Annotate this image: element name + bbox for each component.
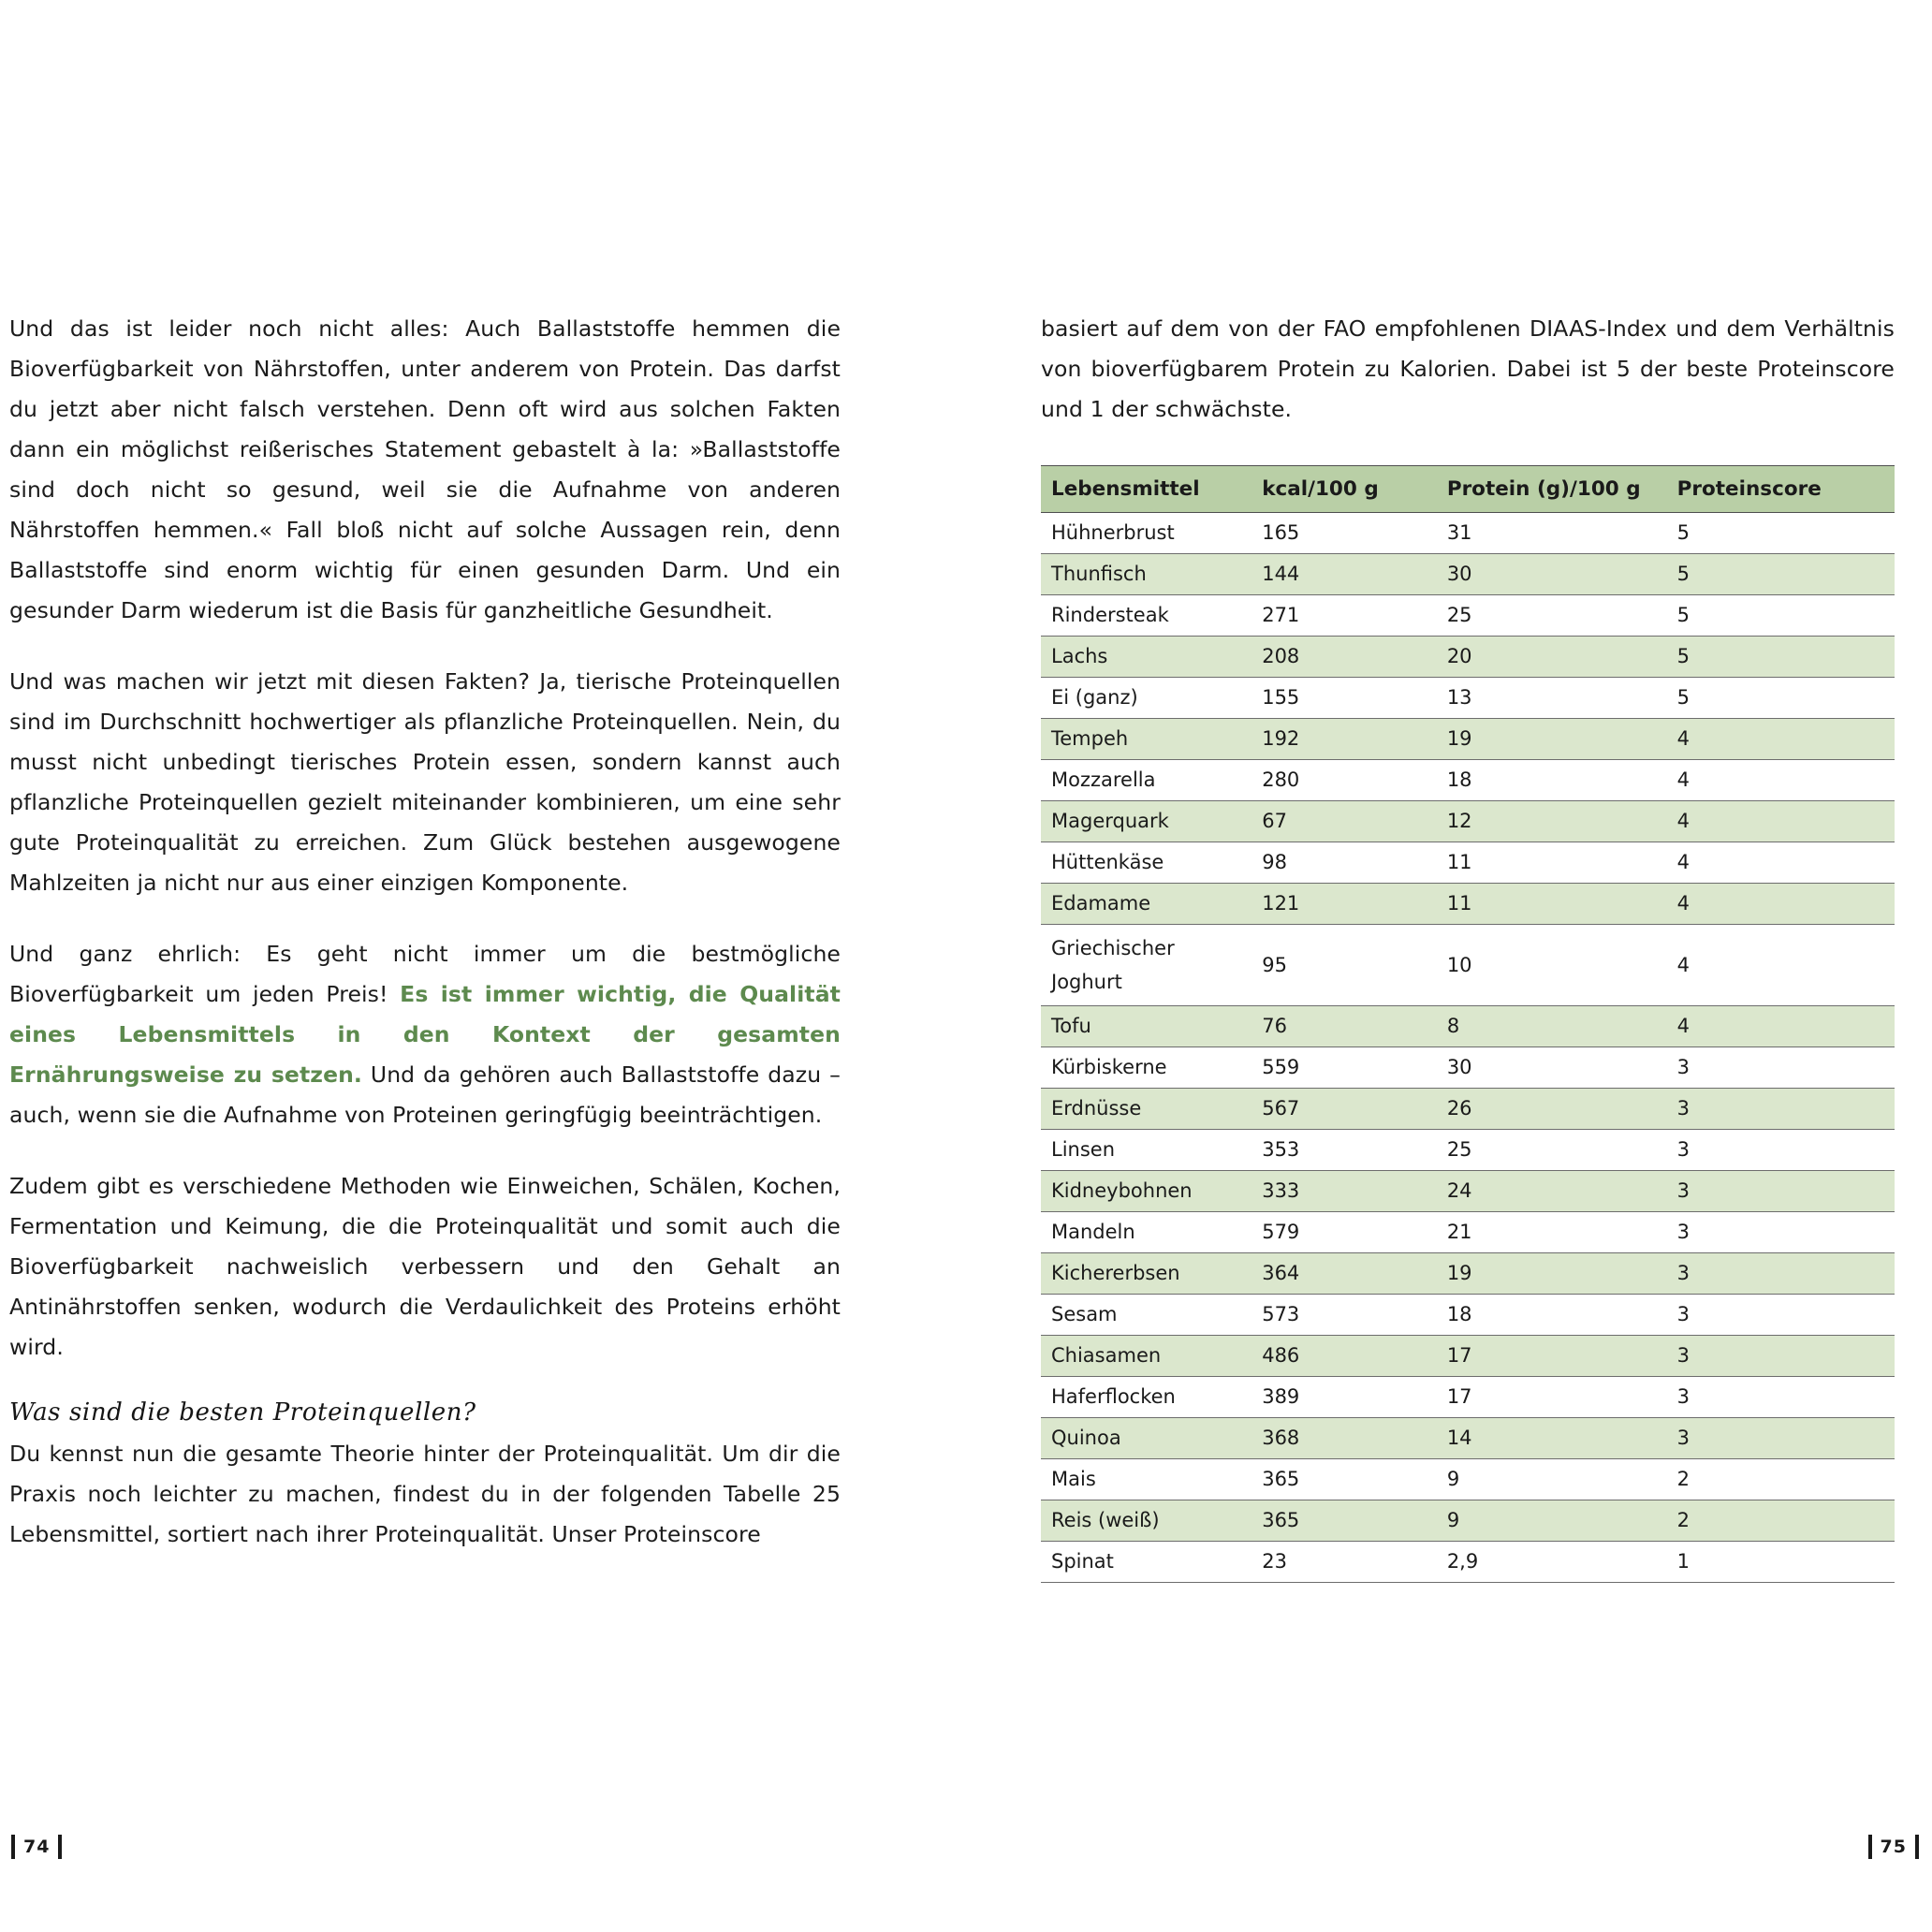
right-text-column (1041, 309, 1895, 1583)
cell-score: 4 (1667, 719, 1895, 760)
cell-food: Erdnüsse (1041, 1089, 1251, 1130)
table-row (1041, 513, 1895, 554)
table-row (1041, 1418, 1895, 1459)
cell-food: Griechischer Joghurt (1041, 925, 1251, 1006)
cell-kcal: 365 (1251, 1500, 1437, 1542)
cell-protein: 18 (1437, 760, 1667, 801)
cell-kcal: 365 (1251, 1459, 1437, 1500)
cell-food: Kichererbsen (1041, 1253, 1251, 1295)
cell-protein: 8 (1437, 1006, 1667, 1047)
cell-protein: 10 (1437, 925, 1667, 1006)
cell-kcal: 67 (1251, 801, 1437, 842)
cell-food: Lachs (1041, 637, 1251, 678)
cell-food: Thunfisch (1041, 554, 1251, 595)
paragraph-1: Und das ist leider noch nicht alles: Auch Ballaststoffe hemmen die Bioverfügbarkeit von Nährstoffen, unter anderem von Protein. Das darfst du jetzt aber nicht falsch verstehen. Denn oft wird aus solchen Fakten dann ein möglichst reißerisches Statement gebastelt à la: »Ballaststoffe sind doch nicht so gesund, weil sie die Aufnahme von anderen Nährstoffen hemmen.« Fall bloß nicht auf solche Aussagen rein, denn Ballaststoffe sind enorm wichtig für einen gesunden Darm. Und ein gesunder Darm wiederum ist die Basis für ganzheitliche Gesundheit. (9, 315, 841, 623)
cell-food: Tempeh (1041, 719, 1251, 760)
page-number-right (1868, 1835, 1919, 1859)
cell-score: 4 (1667, 842, 1895, 884)
cell-protein: 30 (1437, 1047, 1667, 1089)
table-row (1041, 1336, 1895, 1377)
cell-score: 5 (1667, 595, 1895, 637)
cell-food: Hühnerbrust (1041, 513, 1251, 554)
cell-food: Ei (ganz) (1041, 678, 1251, 719)
cell-score: 3 (1667, 1089, 1895, 1130)
cell-score: 3 (1667, 1130, 1895, 1171)
cell-kcal: 573 (1251, 1295, 1437, 1336)
column-header-protein: Protein (g)/100 g (1437, 466, 1667, 513)
cell-kcal: 121 (1251, 884, 1437, 925)
cell-protein: 11 (1437, 842, 1667, 884)
cell-score: 3 (1667, 1377, 1895, 1418)
cell-protein: 11 (1437, 884, 1667, 925)
cell-score: 2 (1667, 1500, 1895, 1542)
cell-score: 3 (1667, 1047, 1895, 1089)
table-row (1041, 719, 1895, 760)
cell-food: Rindersteak (1041, 595, 1251, 637)
cell-kcal: 353 (1251, 1130, 1437, 1171)
cell-kcal: 192 (1251, 719, 1437, 760)
table-row (1041, 1171, 1895, 1212)
cell-protein: 25 (1437, 1130, 1667, 1171)
cell-protein: 24 (1437, 1171, 1667, 1212)
cell-score: 3 (1667, 1336, 1895, 1377)
right-page (1041, 0, 1932, 1932)
table-row (1041, 1006, 1895, 1047)
cell-kcal: 389 (1251, 1377, 1437, 1418)
table-row (1041, 1253, 1895, 1295)
paragraph-4: Zudem gibt es verschiedene Methoden wie Einweichen, Schälen, Kochen, Fermentation und Keimung, die die Proteinqualität und somit auch die Bioverfügbarkeit nachweislich verbessern und den Gehalt an Antinährstoffen senken, wodurch die Verdaulichkeit des Proteins erhöht wird. (9, 1173, 841, 1360)
cell-score: 5 (1667, 637, 1895, 678)
cell-food: Kidneybohnen (1041, 1171, 1251, 1212)
page-number-left (11, 1835, 62, 1859)
cell-food: Mais (1041, 1459, 1251, 1500)
cell-kcal: 165 (1251, 513, 1437, 554)
cell-score: 4 (1667, 884, 1895, 925)
table-row (1041, 1377, 1895, 1418)
cell-food: Edamame (1041, 884, 1251, 925)
table-row (1041, 1295, 1895, 1336)
cell-protein: 21 (1437, 1212, 1667, 1253)
cell-kcal: 567 (1251, 1089, 1437, 1130)
cell-protein: 9 (1437, 1500, 1667, 1542)
table-header-row (1041, 466, 1895, 513)
cell-protein: 26 (1437, 1089, 1667, 1130)
table-row (1041, 1130, 1895, 1171)
cell-food: Tofu (1041, 1006, 1251, 1047)
cell-protein: 25 (1437, 595, 1667, 637)
cell-score: 5 (1667, 554, 1895, 595)
cell-food: Hüttenkäse (1041, 842, 1251, 884)
cell-kcal: 155 (1251, 678, 1437, 719)
table-header (1041, 466, 1895, 513)
table-row (1041, 884, 1895, 925)
cell-protein: 31 (1437, 513, 1667, 554)
cell-food: Sesam (1041, 1295, 1251, 1336)
left-text-column (9, 309, 841, 1555)
cell-kcal: 98 (1251, 842, 1437, 884)
table-row (1041, 678, 1895, 719)
cell-protein: 17 (1437, 1377, 1667, 1418)
cell-protein: 12 (1437, 801, 1667, 842)
intro-paragraph: basiert auf dem von der FAO empfohlenen DIAAS-Index und dem Verhältnis von bioverfügbarem Protein zu Kalorien. Dabei ist 5 der beste Proteinscore und 1 der schwächste. (1041, 315, 1895, 422)
cell-protein: 18 (1437, 1295, 1667, 1336)
cell-score: 2 (1667, 1459, 1895, 1500)
table-row (1041, 1047, 1895, 1089)
table-row (1041, 842, 1895, 884)
table-row (1041, 554, 1895, 595)
cell-kcal: 368 (1251, 1418, 1437, 1459)
folio-number-left: 74 (23, 1837, 51, 1857)
cell-food: Haferflocken (1041, 1377, 1251, 1418)
cell-kcal: 144 (1251, 554, 1437, 595)
cell-food: Mozzarella (1041, 760, 1251, 801)
folio-rule-left-start (11, 1835, 15, 1859)
table-row (1041, 1089, 1895, 1130)
paragraph-3-highlight: Es ist immer wichtig, die Qualität eines Lebensmittels in den Kontext der gesamten Ernährungsweise zu setzen. (9, 981, 841, 1088)
cell-protein: 13 (1437, 678, 1667, 719)
table-row (1041, 637, 1895, 678)
paragraph-3 (9, 934, 841, 1135)
folio-rule-left-end (58, 1835, 62, 1859)
column-header-food: Lebensmittel (1041, 466, 1251, 513)
cell-kcal: 333 (1251, 1171, 1437, 1212)
cell-score: 5 (1667, 513, 1895, 554)
cell-protein: 19 (1437, 719, 1667, 760)
cell-protein: 17 (1437, 1336, 1667, 1377)
cell-kcal: 486 (1251, 1336, 1437, 1377)
folio-rule-right-end (1915, 1835, 1919, 1859)
table-body (1041, 513, 1895, 1583)
paragraph-3-part-1: Und ganz ehrlich: Es geht nicht immer um die bestmögliche Bioverfügbarkeit um jeden Preis! (9, 941, 841, 1007)
column-header-kcal: kcal/100 g (1251, 466, 1437, 513)
cell-protein: 14 (1437, 1418, 1667, 1459)
cell-score: 5 (1667, 678, 1895, 719)
cell-kcal: 95 (1251, 925, 1437, 1006)
cell-kcal: 579 (1251, 1212, 1437, 1253)
cell-score: 1 (1667, 1542, 1895, 1583)
paragraph-5: Du kennst nun die gesamte Theorie hinter der Proteinqualität. Um dir die Praxis noch leichter zu machen, findest du in der folgenden Tabelle 25 Lebensmittel, sortiert nach ihrer Proteinqualität. Unser Proteinscore (9, 1441, 841, 1547)
cell-score: 4 (1667, 760, 1895, 801)
column-header-score: Proteinscore (1667, 466, 1895, 513)
cell-protein: 2,9 (1437, 1542, 1667, 1583)
table-row (1041, 925, 1895, 1006)
cell-food: Linsen (1041, 1130, 1251, 1171)
table-row (1041, 760, 1895, 801)
cell-score: 3 (1667, 1418, 1895, 1459)
cell-score: 4 (1667, 1006, 1895, 1047)
cell-kcal: 280 (1251, 760, 1437, 801)
cell-food: Chiasamen (1041, 1336, 1251, 1377)
paragraph-2: Und was machen wir jetzt mit diesen Fakten? Ja, tierische Proteinquellen sind im Durchschnitt hochwertiger als pflanzliche Proteinquellen. Nein, du musst nicht unbedingt tierisches Protein essen, sondern kannst auch pflanzliche Proteinquellen gezielt miteinander kombinieren, um eine sehr gute Proteinqualität zu erreichen. Zum Glück bestehen ausgewogene Mahlzeiten ja nicht nur aus einer einzigen Komponente. (9, 668, 841, 896)
cell-kcal: 271 (1251, 595, 1437, 637)
protein-table (1041, 465, 1895, 1583)
cell-food: Quinoa (1041, 1418, 1251, 1459)
cell-score: 3 (1667, 1253, 1895, 1295)
table-row (1041, 801, 1895, 842)
cell-kcal: 208 (1251, 637, 1437, 678)
table-row (1041, 1459, 1895, 1500)
cell-score: 3 (1667, 1171, 1895, 1212)
folio-rule-right-start (1868, 1835, 1872, 1859)
cell-score: 3 (1667, 1295, 1895, 1336)
cell-score: 3 (1667, 1212, 1895, 1253)
folio-number-right: 75 (1880, 1837, 1907, 1857)
cell-protein: 30 (1437, 554, 1667, 595)
cell-kcal: 559 (1251, 1047, 1437, 1089)
cell-protein: 19 (1437, 1253, 1667, 1295)
section-heading: Was sind die besten Proteinquellen? (9, 1398, 476, 1427)
cell-food: Mandeln (1041, 1212, 1251, 1253)
cell-kcal: 76 (1251, 1006, 1437, 1047)
cell-kcal: 23 (1251, 1542, 1437, 1583)
cell-food: Kürbiskerne (1041, 1047, 1251, 1089)
cell-protein: 20 (1437, 637, 1667, 678)
cell-kcal: 364 (1251, 1253, 1437, 1295)
table-row (1041, 595, 1895, 637)
table-row (1041, 1212, 1895, 1253)
cell-food: Magerquark (1041, 801, 1251, 842)
cell-food: Spinat (1041, 1542, 1251, 1583)
paragraph-3-part-2: Und da gehören auch Ballaststoffe dazu – auch, wenn sie die Aufnahme von Proteinen geringfügig beeinträchtigen. (9, 1061, 841, 1128)
cell-score: 4 (1667, 925, 1895, 1006)
cell-score: 4 (1667, 801, 1895, 842)
cell-protein: 9 (1437, 1459, 1667, 1500)
table-row (1041, 1500, 1895, 1542)
cell-food: Reis (weiß) (1041, 1500, 1251, 1542)
table-row (1041, 1542, 1895, 1583)
